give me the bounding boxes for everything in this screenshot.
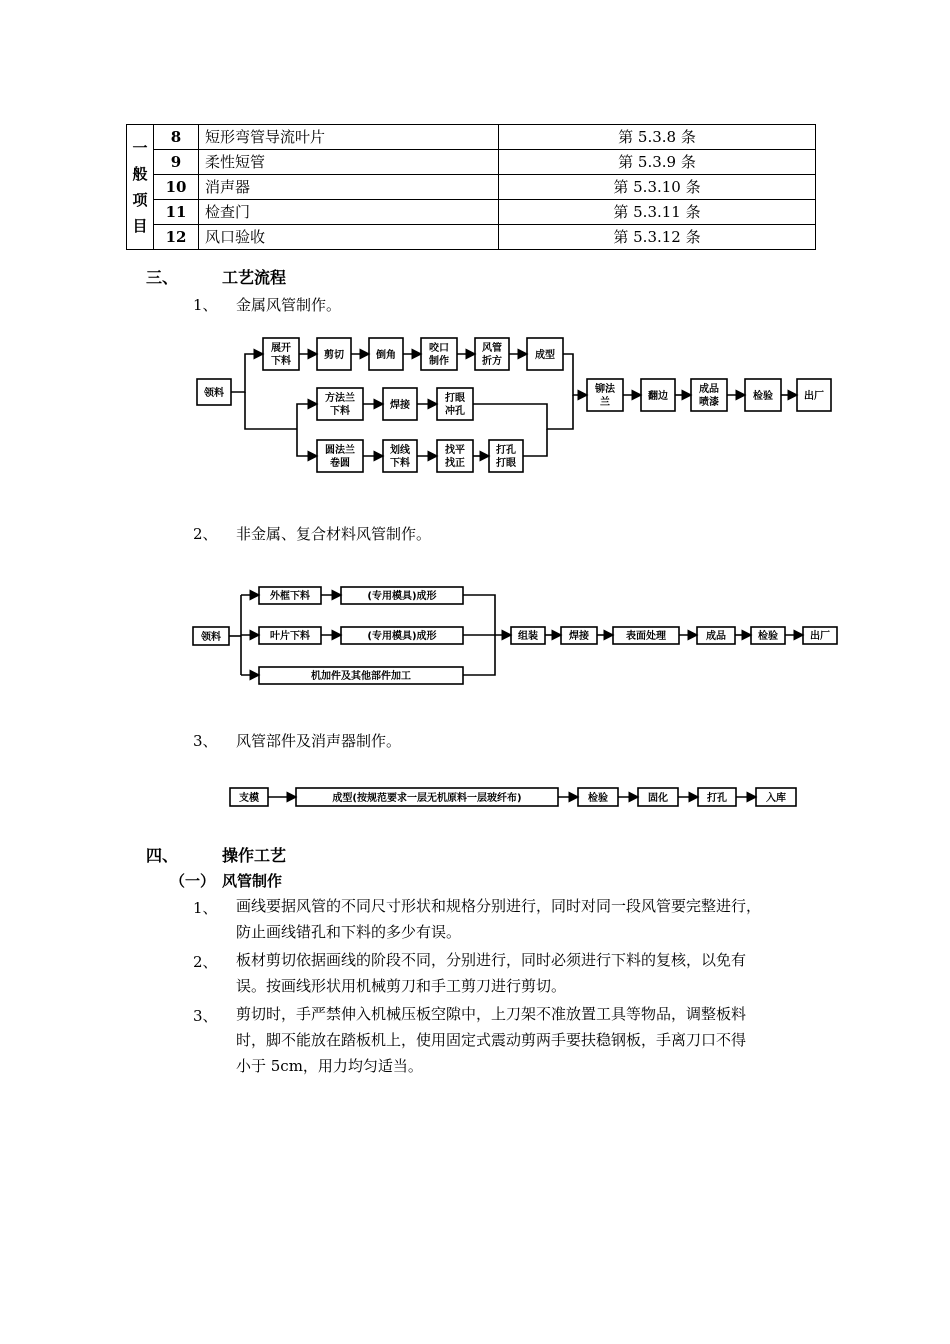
flow-label: 出厂: [810, 631, 830, 642]
flow-label: 检验: [758, 631, 778, 642]
acceptance-table: [126, 124, 816, 250]
item-number: 1、: [193, 899, 218, 917]
flow-label: 咬口: [429, 343, 449, 354]
subsection-number: （一）: [170, 872, 216, 890]
row-name: 风口验收: [199, 225, 499, 250]
flow-label: 焊接: [569, 631, 589, 642]
section-title: 操作工艺: [222, 846, 287, 865]
row-name: 短形弯管导流叶片: [199, 125, 499, 150]
flow-label: 下料: [271, 356, 291, 367]
row-reference: 第 5.3.9 条: [499, 150, 816, 175]
item-text: 金属风管制作。: [236, 296, 342, 314]
flow-label: 喷漆: [699, 397, 719, 408]
flow-label: 打孔: [496, 445, 516, 456]
flow-label: 领料: [204, 388, 224, 399]
row-reference: 第 5.3.11 条: [499, 200, 816, 225]
item-text: 风管部件及消声器制作。: [236, 732, 402, 750]
flow-label: 打眼: [496, 458, 516, 469]
flow-label: 外框下料: [270, 591, 310, 602]
table-row: [127, 125, 816, 150]
flow-label: 检验: [753, 391, 773, 402]
item-number: 3、: [193, 732, 218, 750]
flow-label: 焊接: [390, 400, 410, 411]
flow-label: 叶片下料: [270, 631, 310, 642]
row-number: 10: [154, 175, 199, 200]
flow-label: 入库: [766, 793, 786, 804]
paragraph: [236, 1001, 816, 1079]
table-row: [127, 200, 816, 225]
paragraph: [236, 947, 816, 999]
flow-label: 划线: [390, 445, 410, 456]
table-row: [127, 225, 816, 250]
flow-label: 支模: [239, 793, 259, 804]
flow-label: 找平: [445, 445, 465, 456]
paragraph-line: 防止画线错孔和下料的多少有误。: [236, 923, 462, 941]
section-title: 工艺流程: [222, 268, 287, 287]
category-char: 一: [132, 139, 148, 157]
row-number: 8: [154, 125, 199, 150]
row-name: 消声器: [199, 175, 499, 200]
fittings-flowchart: [222, 780, 807, 814]
flow-label: (专用模具)成形: [367, 591, 437, 602]
paragraph-line: 板材剪切依据画线的阶段不同，分别进行，同时必须进行下料的复核，以免有: [236, 951, 747, 969]
flow-label: 固化: [648, 793, 668, 804]
flow-label: 下料: [390, 458, 410, 469]
row-reference: 第 5.3.10 条: [499, 175, 816, 200]
item-number: 2、: [193, 953, 218, 971]
table-row: [127, 150, 816, 175]
flow-label: 制作: [429, 356, 449, 367]
flow-label: 圆法兰: [325, 445, 355, 456]
paragraph-line: 时，脚不能放在踏板机上，使用固定式震动剪两手要扶稳钢板，手离刀口不得: [236, 1031, 747, 1049]
flow-label: 成品: [706, 631, 726, 642]
flow-label: 成型: [535, 350, 555, 361]
flow-label: 翻边: [648, 391, 668, 402]
item-number: 2、: [193, 525, 218, 543]
category-char: 般: [132, 165, 148, 183]
row-name: 检查门: [199, 200, 499, 225]
row-reference: 第 5.3.12 条: [499, 225, 816, 250]
row-reference: 第 5.3.8 条: [499, 125, 816, 150]
flow-label: (专用模具)成形: [367, 631, 437, 642]
flow-label: 出厂: [804, 391, 824, 402]
flow-label: 成型(按规范要求一层无机原料一层玻纤布): [332, 793, 522, 804]
table-row: [127, 175, 816, 200]
flow-label: 组装: [518, 631, 538, 642]
item-text: 非金属、复合材料风管制作。: [236, 525, 432, 543]
flow-label: 找正: [445, 458, 465, 469]
paragraph-line: 小于 5cm，用力均匀适当。: [236, 1057, 423, 1075]
item-number: 1、: [193, 296, 218, 314]
flow-label: 展开: [271, 343, 291, 354]
metal-duct-flowchart: [185, 325, 845, 480]
paragraph-line: 画线要据风管的不同尺寸形状和规格分别进行，同时对同一段风管要完整进行，: [236, 897, 762, 915]
flow-label: 铆法: [595, 384, 615, 395]
category-char: 目: [132, 217, 148, 235]
flow-label: 表面处理: [626, 631, 666, 642]
flow-label: 下料: [330, 406, 350, 417]
flow-label: 冲孔: [445, 406, 465, 417]
flow-label: 打孔: [707, 793, 727, 804]
paragraph-line: 剪切时，手严禁伸入机械压板空隙中，上刀架不准放置工具等物品，调整板料: [236, 1005, 747, 1023]
flow-label: 剪切: [324, 350, 344, 361]
subsection-title: 风管制作: [222, 872, 283, 890]
section-number: 三、: [146, 268, 179, 287]
section-number: 四、: [146, 846, 179, 865]
row-number: 12: [154, 225, 199, 250]
flow-label: 机加件及其他部件加工: [311, 671, 411, 682]
flow-label: 兰: [600, 397, 610, 408]
paragraph-line: 误。按画线形状用机械剪刀和手工剪刀进行剪切。: [236, 977, 567, 995]
flow-label: 打眼: [445, 393, 465, 404]
category-cell: [127, 125, 154, 250]
flow-label: 折方: [482, 356, 502, 367]
row-number: 11: [154, 200, 199, 225]
flow-label: 成品: [699, 384, 719, 395]
item-number: 3、: [193, 1007, 218, 1025]
flow-label: 方法兰: [325, 393, 355, 404]
paragraph: [236, 893, 816, 945]
row-name: 柔性短管: [199, 150, 499, 175]
nonmetal-duct-flowchart: [185, 577, 845, 692]
flow-label: 风管: [482, 343, 502, 354]
flow-label: 卷圆: [330, 458, 350, 469]
flow-label: 倒角: [376, 350, 396, 361]
flow-label: 领料: [201, 632, 221, 643]
flow-label: 检验: [588, 793, 608, 804]
category-char: 项: [132, 191, 148, 209]
row-number: 9: [154, 150, 199, 175]
